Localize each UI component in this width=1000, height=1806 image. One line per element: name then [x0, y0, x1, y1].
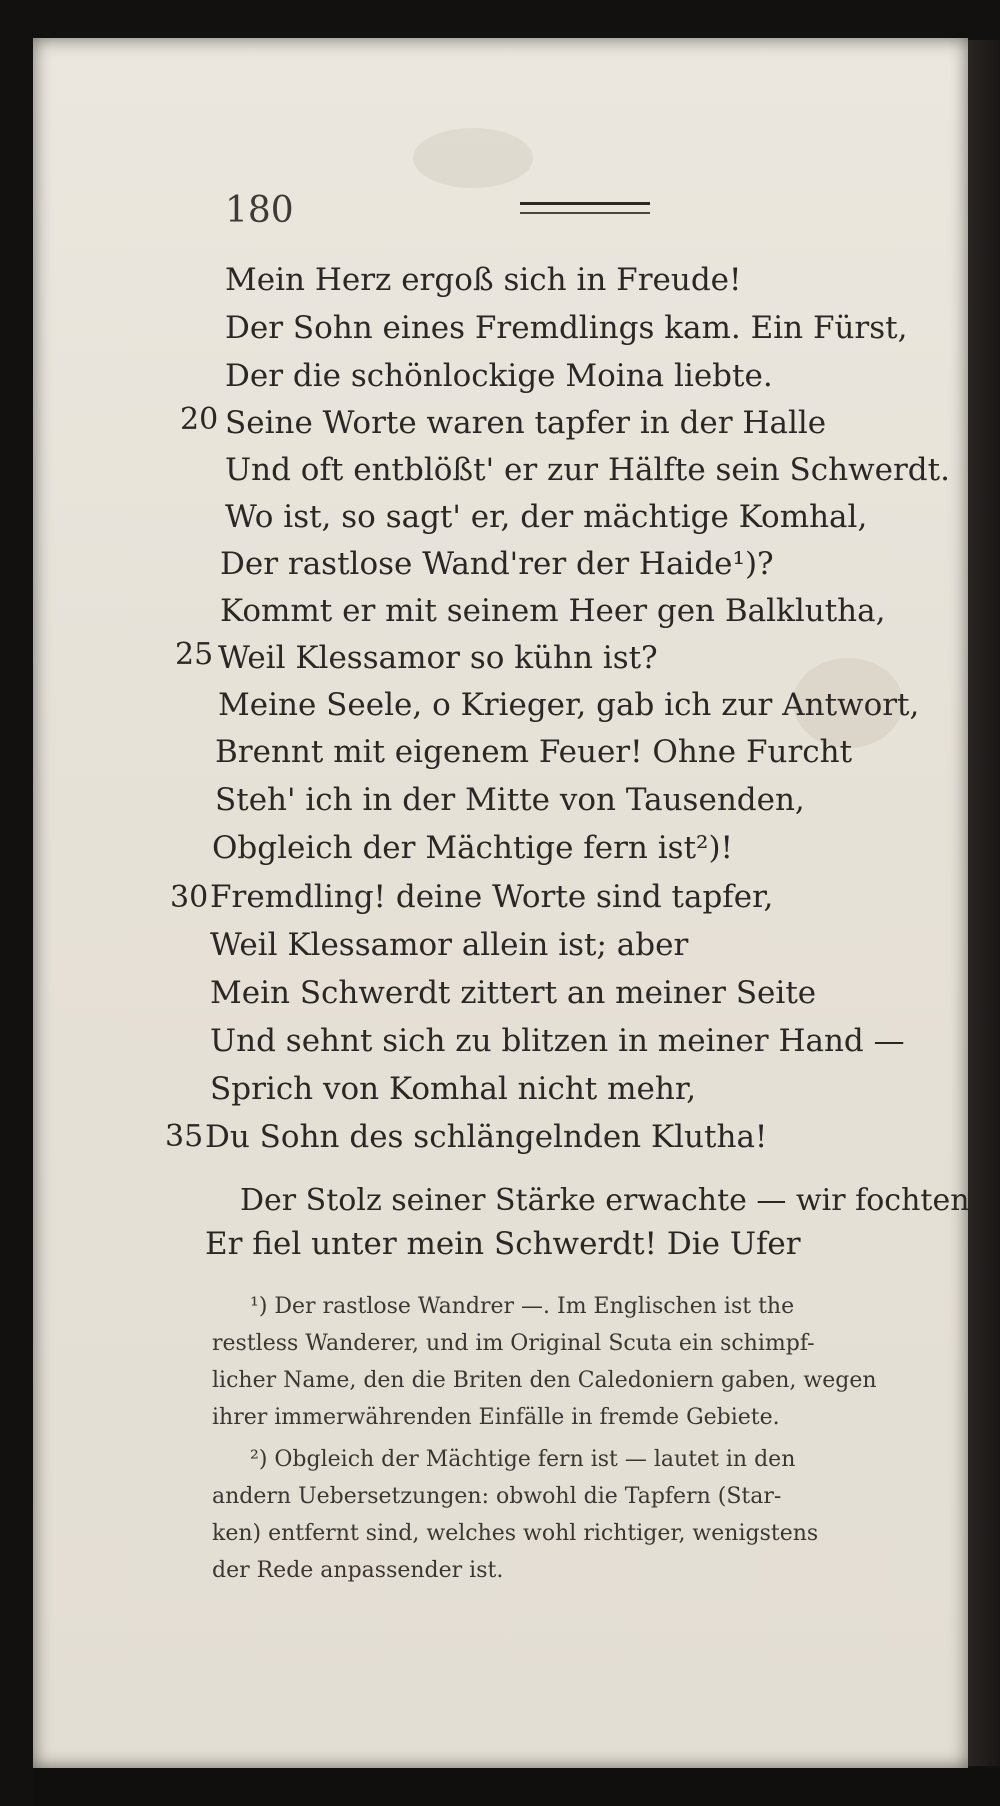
verse-line: Mein Schwerdt zittert an meiner Seite [210, 975, 817, 1011]
verse-line: Der Stolz seiner Stärke erwachte — wir fochten [240, 1183, 970, 1218]
footnote-line: restless Wanderer, und im Original Scuta ein schimpf- [212, 1331, 815, 1356]
verse-line: Obgleich der Mächtige fern ist²)! [212, 830, 734, 866]
verse-line: Du Sohn des schlängelnden Klutha! [205, 1119, 768, 1155]
footnote-line: ken) entfernt sind, welches wohl richtiger, wenigstens [212, 1521, 819, 1546]
verse-line: Kommt er mit seinem Heer gen Balklutha, [220, 593, 886, 629]
footnote-line: ¹) Der rastlose Wandrer —. Im Englischen ist the [250, 1294, 795, 1319]
verse-line: Mein Herz ergoß sich in Freude! [225, 262, 742, 298]
verse-line: Fremdling! deine Worte sind tapfer, [210, 879, 774, 915]
verse-line: Brennt mit eigenem Feuer! Ohne Furcht [215, 734, 853, 770]
footnote-line: ihrer immerwährenden Einfälle in fremde Gebiete. [212, 1405, 780, 1430]
book-edge [968, 40, 1000, 1766]
verse-line: Seine Worte waren tapfer in der Halle [225, 405, 827, 441]
verse-line: Steh' ich in der Mitte von Tausenden, [215, 782, 805, 818]
line-number: 30 [170, 880, 209, 915]
scan-border [33, 1768, 1000, 1806]
footnote-line: ²) Obgleich der Mächtige fern ist — lautet in den [250, 1447, 796, 1472]
verse-line: Meine Seele, o Krieger, gab ich zur Antwort, [218, 687, 920, 723]
verse-line: Der Sohn eines Fremdlings kam. Ein Fürst, [225, 310, 908, 346]
verse-line: Der die schönlockige Moina liebte. [225, 358, 773, 394]
line-number: 25 [175, 637, 214, 672]
verse-line: Der rastlose Wand'rer der Haide¹)? [220, 546, 774, 582]
verse-line: Weil Klessamor so kühn ist? [218, 640, 658, 676]
verse-line: Weil Klessamor allein ist; aber [210, 927, 689, 963]
verse-line: Wo ist, so sagt' er, der mächtige Komhal, [225, 499, 868, 535]
footnote-line: licher Name, den die Briten den Caledoniern gaben, wegen [212, 1368, 877, 1393]
header-rule [520, 202, 650, 214]
verse-line: Er fiel unter mein Schwerdt! Die Ufer [205, 1226, 801, 1262]
footnote-line: andern Uebersetzungen: obwohl die Tapfern (Star- [212, 1484, 782, 1509]
line-number: 35 [165, 1119, 204, 1154]
page-number: 180 [225, 190, 294, 231]
verse-line: Und sehnt sich zu blitzen in meiner Hand — [210, 1023, 905, 1059]
line-number: 20 [180, 402, 219, 437]
verse-line: Sprich von Komhal nicht mehr, [210, 1071, 697, 1107]
verse-line: Und oft entblößt' er zur Hälfte sein Schwerdt. [225, 452, 950, 488]
paper-stain [413, 128, 533, 188]
footnote-line: der Rede anpassender ist. [212, 1558, 504, 1583]
